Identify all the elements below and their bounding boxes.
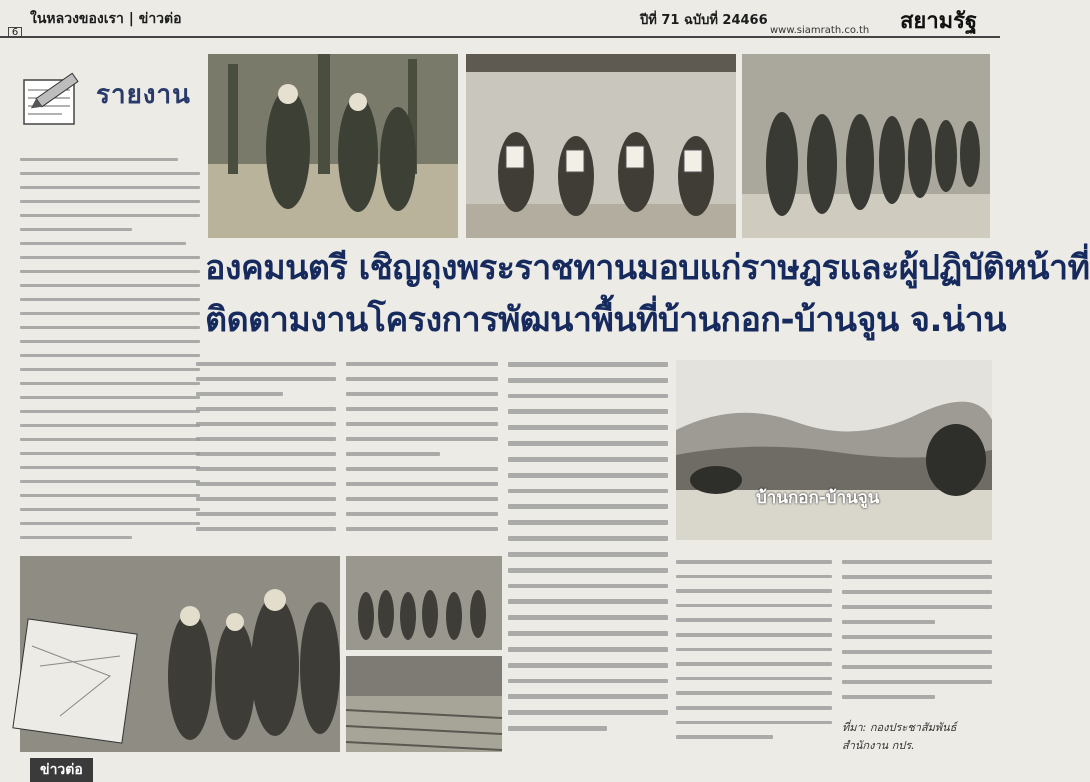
footer-section-label: ข่าวต่อ <box>30 758 93 782</box>
intro-text-column <box>20 158 200 550</box>
photo-crowd-field <box>346 556 502 650</box>
text-column-6 <box>842 560 992 710</box>
headline-line-1: องคมนตรี เชิญถุงพระราชทานมอบแก่ราษฎรและผู้ปฏิบัติหน้าที่ <box>205 248 1090 288</box>
text-column-5 <box>676 560 832 750</box>
photo-villagers-portraits <box>466 54 736 238</box>
page-number: 6 <box>8 27 22 37</box>
newspaper-logo: สยามรัฐ <box>900 9 978 34</box>
photo-officers-lineup <box>742 54 990 238</box>
photo-credit: ที่มา: กองประชาสัมพันธ์ สำนักงาน กปร. <box>842 721 957 752</box>
photo-vegetable-garden <box>346 656 502 752</box>
section-label: ในหลวงของเรา | ข่าวต่อ <box>30 11 182 27</box>
text-column-3 <box>346 362 498 542</box>
report-label: รายงาน <box>96 80 191 110</box>
photo-map-briefing <box>20 556 340 752</box>
photo-village-sign <box>676 360 992 540</box>
website-url: www.siamrath.co.th <box>770 25 870 36</box>
headline-line-2: ติดตามงานโครงการพัฒนาพื้นที่บ้านกอก-บ้านจูน จ.น่าน <box>205 300 1006 340</box>
text-column-4 <box>508 362 668 742</box>
village-sign-text: บ้านกอก-บ้านจูน <box>756 488 880 508</box>
issue-info: ปีที่ 71 ฉบับที่ 24466 <box>640 13 768 28</box>
photo-handing-gifts <box>208 54 458 238</box>
report-pencil-icon <box>22 60 86 130</box>
text-column-2 <box>196 362 336 542</box>
